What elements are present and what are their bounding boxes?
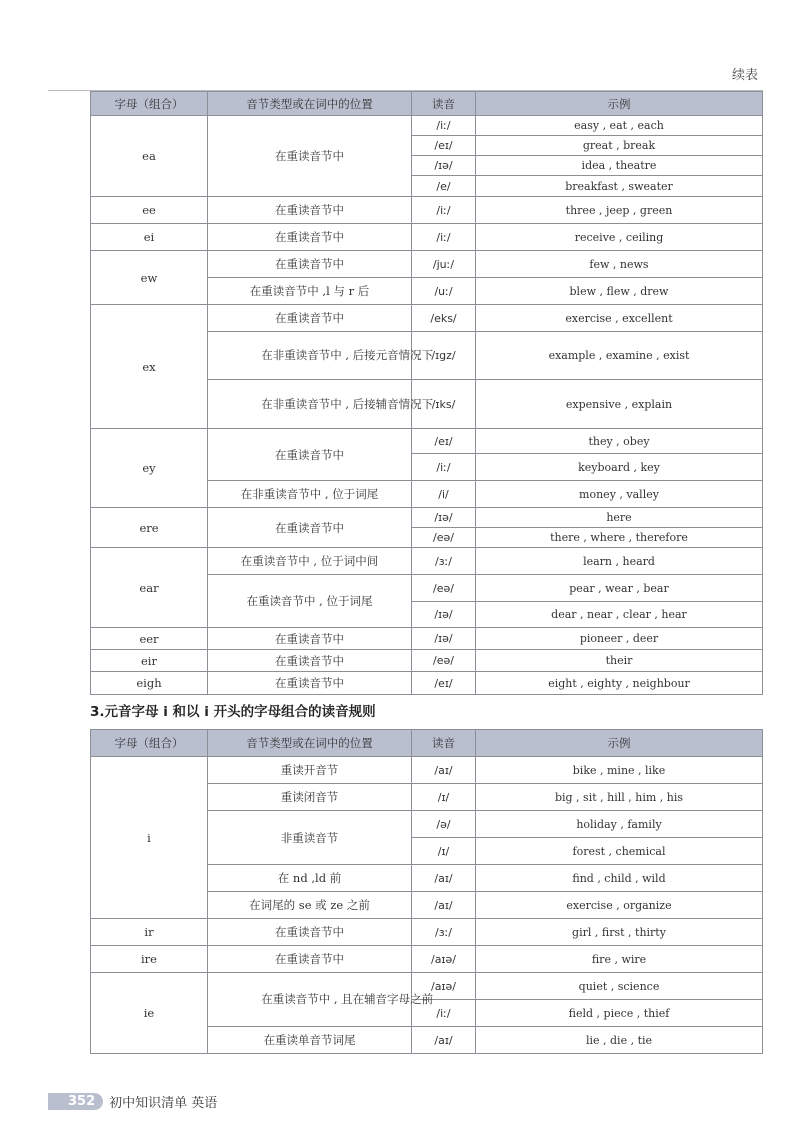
table-row xyxy=(91,251,763,278)
example-cell: example , examine , exist xyxy=(476,332,763,380)
phonetic-cell: /iː/ xyxy=(412,1000,476,1027)
letter-cell: ere xyxy=(91,508,208,548)
header-position: 音节类型或在词中的位置 xyxy=(208,92,412,116)
position-cell: 在重读音节中 xyxy=(208,429,412,481)
table-header xyxy=(91,730,763,757)
example-cell: holiday , family xyxy=(476,811,763,838)
example-cell: few , news xyxy=(476,251,763,278)
table-row xyxy=(91,650,763,672)
header-examples: 示例 xyxy=(476,92,763,116)
table-row xyxy=(91,757,763,784)
phonetic-cell: /eks/ xyxy=(412,305,476,332)
position-text: 在重读音节中 , 且在辅音字母之前 xyxy=(261,992,434,1006)
phonetic-cell: /aɪə/ xyxy=(412,973,476,1000)
position-text: 在非重读音节中 , 后接辅音情况下 xyxy=(261,396,434,411)
phonetic-cell: /iː/ xyxy=(412,224,476,251)
example-cell: pear , wear , bear xyxy=(476,575,763,602)
position-cell xyxy=(208,973,434,1027)
example-cell: their xyxy=(476,650,763,672)
phonetic-cell: /eə/ xyxy=(412,650,476,672)
header-examples: 示例 xyxy=(476,730,763,757)
phonetic-cell: /ɜː/ xyxy=(412,548,476,575)
position-cell xyxy=(208,332,434,380)
page-number: 352 xyxy=(48,1093,103,1110)
position-cell: 在非重读音节中 , 位于词尾 xyxy=(208,481,412,508)
table-row xyxy=(91,672,763,695)
position-text: 在非重读音节中 , 后接元音情况下 xyxy=(261,348,434,362)
letter-cell: eer xyxy=(91,628,208,650)
position-cell: 在重读音节中 xyxy=(208,919,412,946)
position-cell: 在重读单音节词尾 xyxy=(208,1027,412,1054)
example-cell: lie , die , tie xyxy=(476,1027,763,1054)
phonetic-cell: /eɪ/ xyxy=(412,429,476,454)
example-cell: there , where , therefore xyxy=(476,528,763,548)
table-row xyxy=(91,116,763,136)
example-cell: learn , heard xyxy=(476,548,763,575)
example-cell: expensive , explain xyxy=(476,380,763,429)
table-row xyxy=(91,429,763,454)
phonetic-cell: /ɪ/ xyxy=(412,784,476,811)
example-cell: three , jeep , green xyxy=(476,197,763,224)
table-row xyxy=(91,628,763,650)
example-cell: girl , first , thirty xyxy=(476,919,763,946)
position-cell: 非重读音节 xyxy=(208,811,412,865)
example-cell: quiet , science xyxy=(476,973,763,1000)
vowel-e-table xyxy=(90,91,763,695)
example-cell: money , valley xyxy=(476,481,763,508)
phonetic-cell: /aɪ/ xyxy=(412,757,476,784)
vowel-i-table xyxy=(90,729,763,1054)
table-row xyxy=(91,919,763,946)
position-cell: 在重读音节中 xyxy=(208,224,412,251)
phonetic-cell: /ɪ/ xyxy=(412,838,476,865)
phonetic-cell: /ɪgz/ xyxy=(412,332,476,380)
position-cell: 在重读音节中 xyxy=(208,251,412,278)
example-cell: dear , near , clear , hear xyxy=(476,602,763,628)
letter-cell: ie xyxy=(91,973,208,1054)
phonetic-cell: /iː/ xyxy=(412,197,476,224)
phonetic-cell: /aɪ/ xyxy=(412,892,476,919)
letter-cell: ex xyxy=(91,305,208,429)
position-cell: 在重读音节中 xyxy=(208,197,412,224)
position-cell: 在重读音节中 , 位于词尾 xyxy=(208,575,412,628)
position-cell: 在 nd ,ld 前 xyxy=(208,865,412,892)
table-row xyxy=(91,508,763,528)
phonetic-cell: /eɪ/ xyxy=(412,672,476,695)
table-row xyxy=(91,305,763,332)
example-cell: forest , chemical xyxy=(476,838,763,865)
letter-cell: ire xyxy=(91,946,208,973)
example-cell: exercise , organize xyxy=(476,892,763,919)
phonetic-cell: /juː/ xyxy=(412,251,476,278)
table-row xyxy=(91,197,763,224)
phonetic-cell: /aɪə/ xyxy=(412,946,476,973)
position-cell xyxy=(208,380,434,429)
example-cell: eight , eighty , neighbour xyxy=(476,672,763,695)
position-cell: 重读闭音节 xyxy=(208,784,412,811)
phonetic-cell: /e/ xyxy=(412,176,476,197)
letter-cell: i xyxy=(91,757,208,919)
position-cell: 在重读音节中 xyxy=(208,650,412,672)
example-cell: field , piece , thief xyxy=(476,1000,763,1027)
table-row xyxy=(91,973,763,1000)
header-letter: 字母（组合） xyxy=(91,730,208,757)
continued-label: 续表 xyxy=(731,68,758,83)
phonetic-cell: /uː/ xyxy=(412,278,476,305)
header-pronunciation: 读音 xyxy=(412,730,476,757)
letter-cell: ew xyxy=(91,251,208,305)
position-cell: 在重读音节中 , 位于词中间 xyxy=(208,548,412,575)
example-cell: exercise , excellent xyxy=(476,305,763,332)
phonetic-cell: /eə/ xyxy=(412,575,476,602)
position-cell: 在重读音节中 xyxy=(208,305,412,332)
position-cell: 在重读音节中 ,l 与 r 后 xyxy=(208,278,412,305)
example-cell: keyboard , key xyxy=(476,454,763,481)
section-title: 3.元音字母 i 和以 i 开头的字母组合的读音规则 xyxy=(90,704,376,720)
phonetic-cell: /ɪə/ xyxy=(412,602,476,628)
letter-cell: ir xyxy=(91,919,208,946)
example-cell: they , obey xyxy=(476,429,763,454)
position-cell: 重读开音节 xyxy=(208,757,412,784)
phonetic-cell: /ɜː/ xyxy=(412,919,476,946)
phonetic-cell: /ə/ xyxy=(412,811,476,838)
table-row xyxy=(91,224,763,251)
phonetic-cell: /ɪks/ xyxy=(412,380,476,429)
table-header xyxy=(91,92,763,116)
example-cell: here xyxy=(476,508,763,528)
phonetic-cell: /ɪə/ xyxy=(412,508,476,528)
example-cell: idea , theatre xyxy=(476,156,763,176)
page-footer xyxy=(48,1092,217,1111)
example-cell: bike , mine , like xyxy=(476,757,763,784)
example-cell: easy , eat , each xyxy=(476,116,763,136)
phonetic-cell: /aɪ/ xyxy=(412,865,476,892)
phonetic-cell: /eə/ xyxy=(412,528,476,548)
example-cell: big , sit , hill , him , his xyxy=(476,784,763,811)
position-cell: 在重读音节中 xyxy=(208,946,412,973)
letter-cell: ey xyxy=(91,429,208,508)
table-row xyxy=(91,548,763,575)
phonetic-cell: /eɪ/ xyxy=(412,136,476,156)
position-cell: 在重读音节中 xyxy=(208,116,412,197)
position-cell: 在重读音节中 xyxy=(208,672,412,695)
header-position: 音节类型或在词中的位置 xyxy=(208,730,412,757)
letter-cell: eir xyxy=(91,650,208,672)
header-pronunciation: 读音 xyxy=(412,92,476,116)
position-cell: 在重读音节中 xyxy=(208,628,412,650)
example-cell: breakfast , sweater xyxy=(476,176,763,197)
position-cell: 在重读音节中 xyxy=(208,508,412,548)
phonetic-cell: /iː/ xyxy=(412,116,476,136)
example-cell: receive , ceiling xyxy=(476,224,763,251)
letter-cell: ee xyxy=(91,197,208,224)
phonetic-cell: /ɪə/ xyxy=(412,156,476,176)
example-cell: fire , wire xyxy=(476,946,763,973)
phonetic-cell: /i/ xyxy=(412,481,476,508)
letter-cell: ea xyxy=(91,116,208,197)
example-cell: great , break xyxy=(476,136,763,156)
example-cell: pioneer , deer xyxy=(476,628,763,650)
letter-cell: eigh xyxy=(91,672,208,695)
example-cell: blew , flew , drew xyxy=(476,278,763,305)
book-title: 初中知识清单 英语 xyxy=(109,1096,218,1111)
header-letter: 字母（组合） xyxy=(91,92,208,116)
table-row xyxy=(91,946,763,973)
position-cell: 在词尾的 se 或 ze 之前 xyxy=(208,892,412,919)
example-cell: find , child , wild xyxy=(476,865,763,892)
phonetic-cell: /aɪ/ xyxy=(412,1027,476,1054)
phonetic-cell: /iː/ xyxy=(412,454,476,481)
phonetic-cell: /ɪə/ xyxy=(412,628,476,650)
letter-cell: ei xyxy=(91,224,208,251)
letter-cell: ear xyxy=(91,548,208,628)
